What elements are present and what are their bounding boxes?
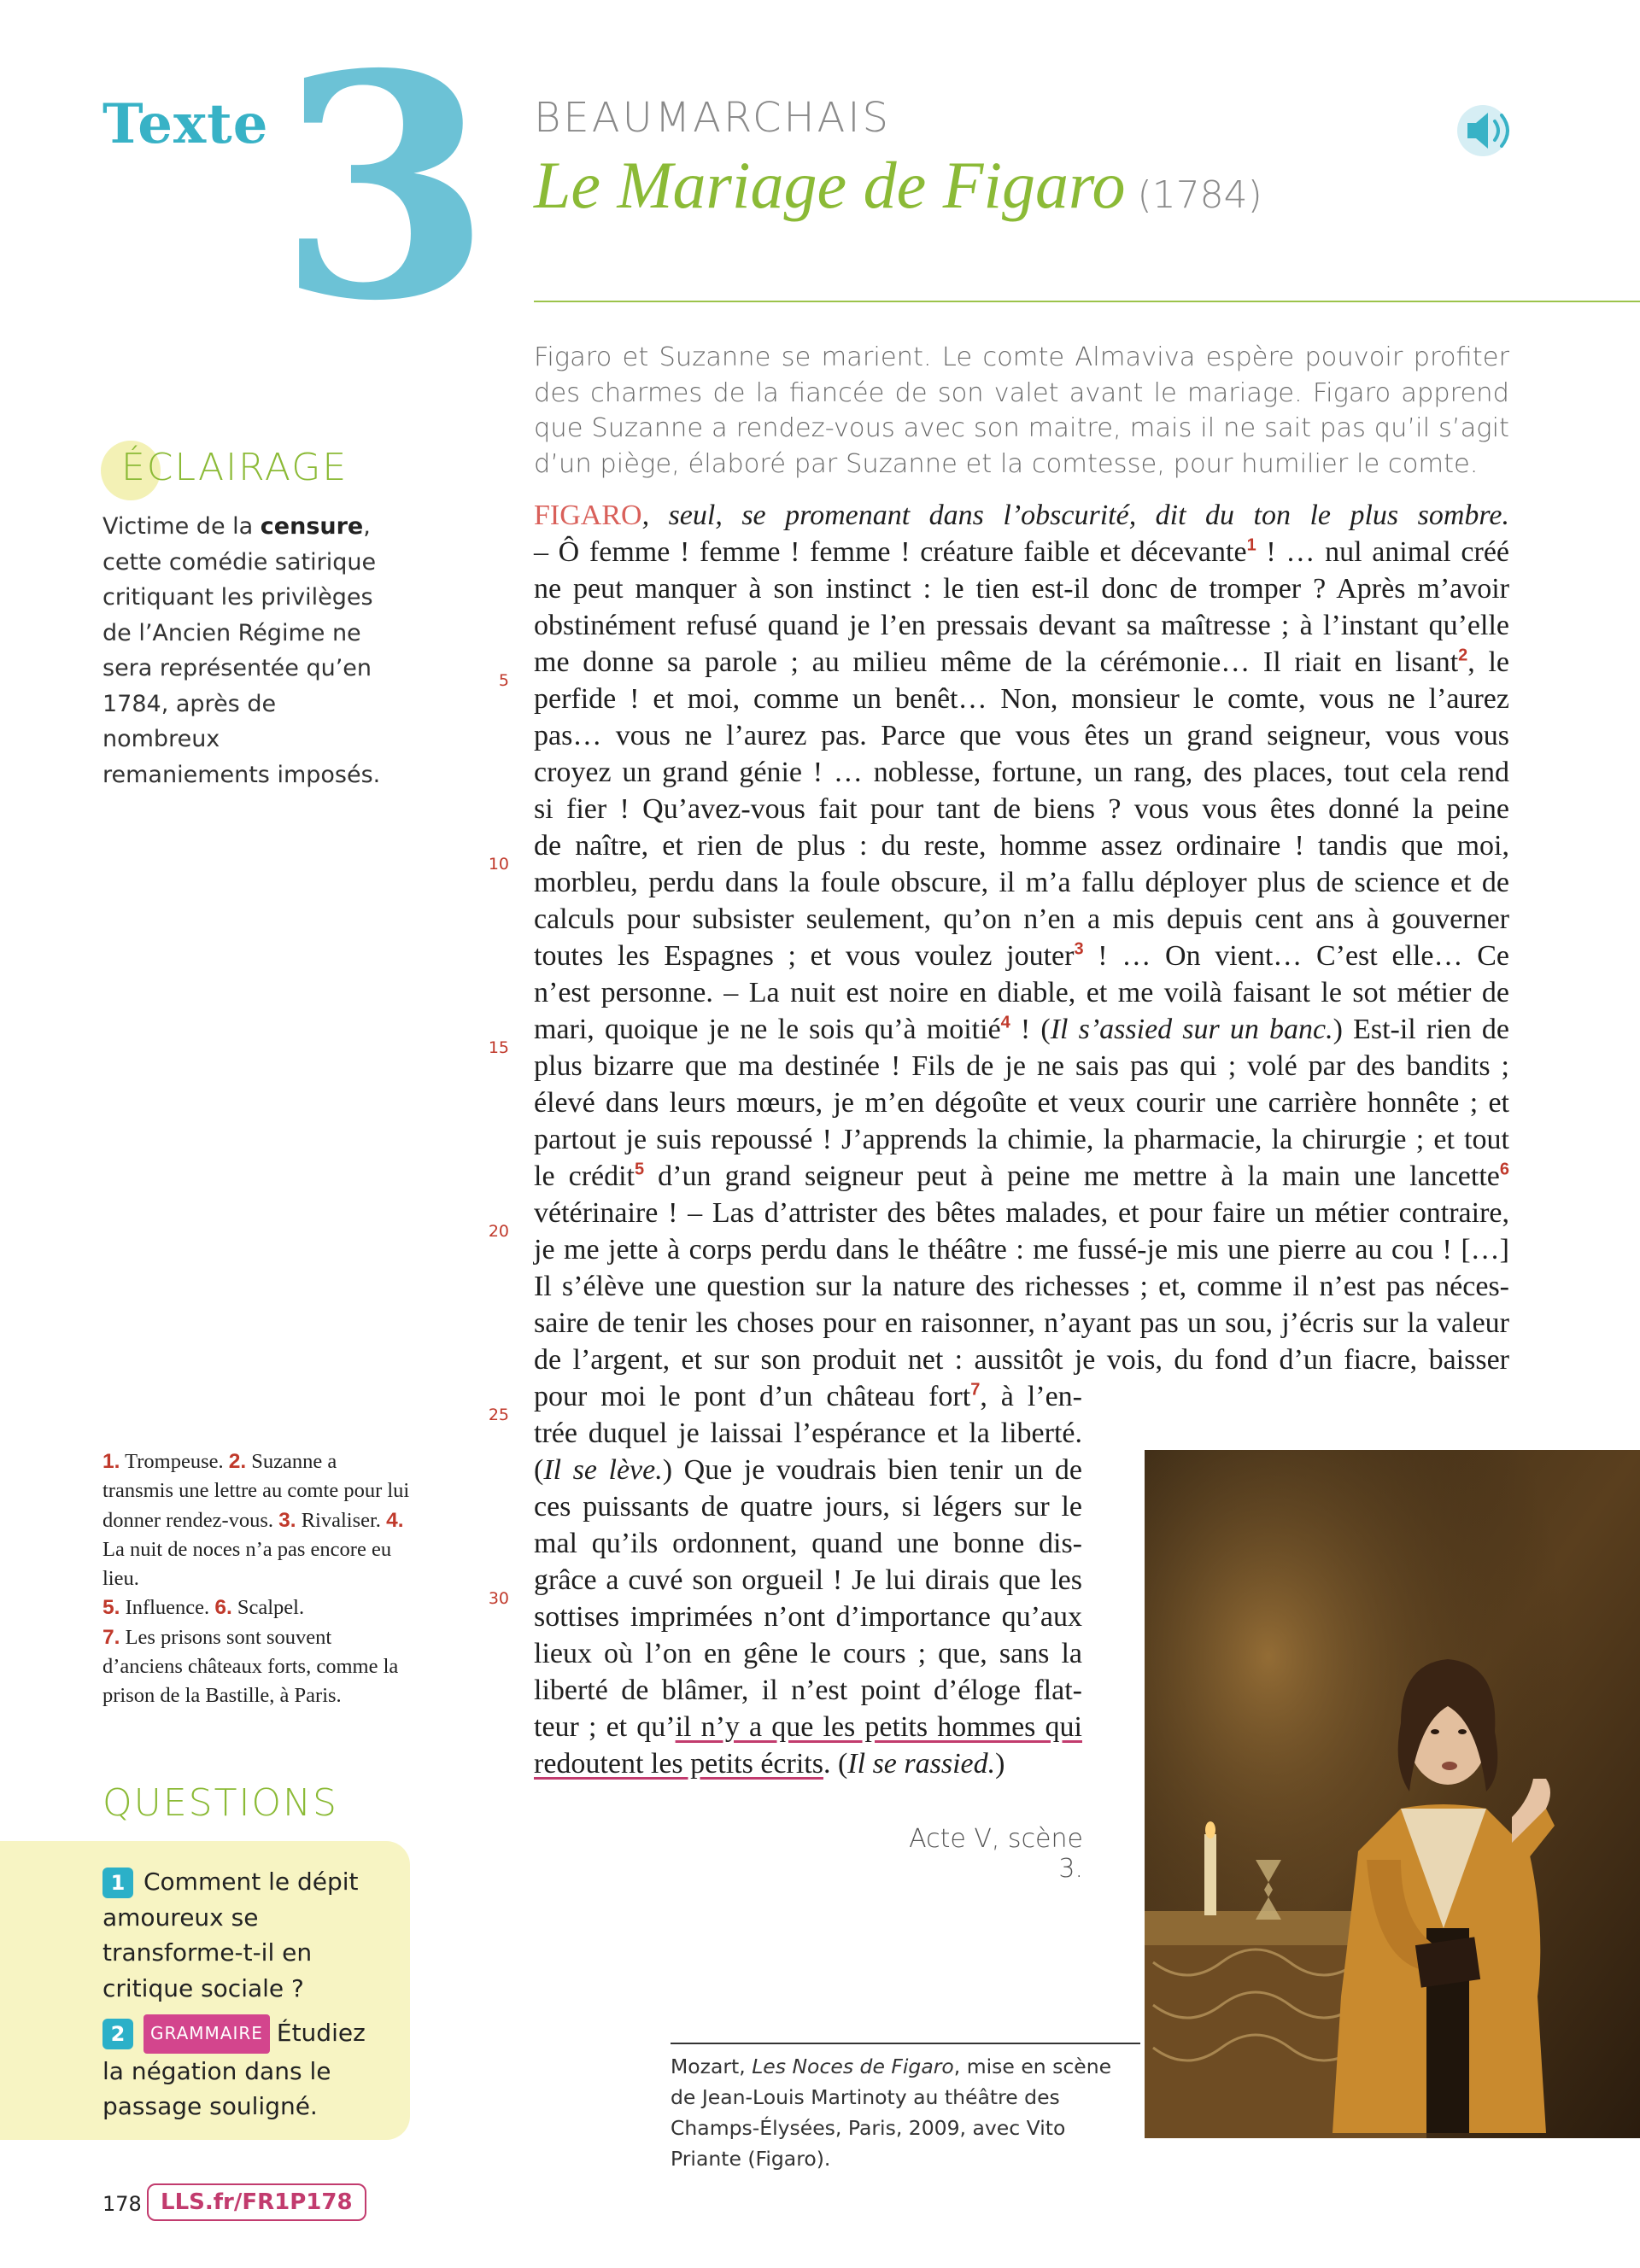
text-line: sottises imprimées n’ont d’importance qu’aux: [534, 1601, 1082, 1633]
text-line: perfide ! et moi, comme un benêt… Non, monsieur le comte, vous ne l’aurez: [534, 683, 1509, 715]
footnote-text: La nuit de noces n’a pas encore eu lieu.: [102, 1537, 392, 1591]
question-text: Étudiez la négation dans le passage souligné.: [102, 2018, 366, 2120]
stage-photo: [1145, 1450, 1640, 2138]
line-number: 5: [498, 671, 509, 690]
text-line: teur ; et qu’il n’y a que les petits hommes qui: [534, 1711, 1082, 1743]
questions-heading: QUESTIONS: [102, 1781, 338, 1825]
text-line: de naître, et rien de plus : du reste, homme assez ordinaire ! tandis que moi,: [534, 830, 1509, 862]
intro-summary: Figaro et Suzanne se marient. Le comte Almaviva espère pouvoir profiter des charmes de la fiancée de son valet avant le mariage. Figaro apprend que Suzanne a rendez-vous avec son maitre, mais il ne sait pas qu’il s’agit d’un piège, élaboré par Suzanne et la comtesse, pour humilier le comte.: [534, 342, 1509, 479]
footnote-ref: 5: [635, 1160, 645, 1179]
footnotes: [102, 1447, 410, 1711]
question-1: [102, 1864, 384, 2006]
text-line: lieux où l’on en gêne le cours ; que, sans la: [534, 1638, 1082, 1669]
speaker-name: FIGARO: [534, 500, 642, 531]
footnote-number: 4.: [386, 1508, 404, 1532]
text-line: – Ô femme ! femme ! femme ! créature faible et décevante$^1$ ! … nul animal créé: [534, 535, 1510, 568]
line-number: 15: [488, 1038, 509, 1057]
footnote-number: 1.: [102, 1450, 120, 1473]
stage-heading: [534, 497, 1509, 534]
texte-number: 3: [278, 7, 492, 368]
work-year: (1784): [1137, 173, 1262, 217]
footnote-number: 3.: [278, 1508, 296, 1532]
work-title: Le Mariage de Figaro: [534, 148, 1126, 222]
footnote-number: 6.: [214, 1596, 232, 1620]
text-line: vétérinaire ! – Las d’attrister des bêtes malades, et pour faire un métier contraire,: [534, 1197, 1509, 1229]
footnote-number: 5.: [102, 1596, 120, 1620]
author-name: BEAUMARCHAIS: [534, 94, 892, 142]
eclairage-heading: ÉCLAIRAGE: [121, 446, 348, 489]
footnote-ref: 4: [1000, 1013, 1010, 1032]
eclairage-text: Victime de la censure, cette comédie satirique critiquant les privilèges de l’Ancien Régime ne sera représentée qu’en 1784, après de nombreux remaniements imposés.: [102, 513, 381, 788]
text-line: partout je suis repoussé ! J’apprends la chimie, la pharmacie, la chirurgie ; et tout: [534, 1124, 1509, 1155]
footnote-text: Les prisons sont souvent d’anciens châteaux forts, comme la prison de la Bastille, à Paris.: [102, 1625, 399, 1708]
line-number: 25: [488, 1406, 509, 1424]
line-number: 30: [488, 1589, 509, 1608]
question-text: Comment le dépit amoureux se transforme-t-il en critique sociale ?: [102, 1868, 359, 2002]
text-line: me donne sa parole ; au milieu même de la cérémonie… Il riait en lisant$^2$, le: [534, 646, 1509, 678]
footnote-ref: 2: [1458, 646, 1468, 665]
text-line: calculs pour subsister seulement, qu’on n’en a mis depuis cent ans à gouverner: [534, 903, 1509, 935]
text-line: trée duquel je laissai l’espérance et la liberté.: [534, 1418, 1082, 1449]
text-line: pas… vous ne l’aurez pas. Parce que vous êtes un grand seigneur, vous vous: [534, 720, 1509, 751]
censure-keyword: censure: [260, 513, 364, 540]
text-line: Il s’élève une question sur la nature des richesses ; et, comme il n’est pas néces-: [534, 1271, 1509, 1302]
caption-divider: [671, 2043, 1140, 2044]
text-line: redoutent les petits écrits. (Il se rassied.): [534, 1748, 1005, 1780]
text-line: liberté de blâmer, il n’est point d’éloge flat-: [534, 1675, 1082, 1706]
header-divider: [534, 301, 1640, 302]
text-line: toutes les Espagnes ; et vous voulez jouter$^3$ ! … On vient… C’est elle… Ce: [534, 939, 1509, 972]
footnote-text: Suzanne a transmis une lettre au comte pour lui donner rendez-vous.: [102, 1450, 410, 1532]
underlined-passage: redoutent les petits écrits: [534, 1748, 823, 1780]
text-line: mal qu’ils ordonnent, quand une bonne dis-: [534, 1528, 1082, 1559]
question-number-badge: 2: [102, 2019, 133, 2049]
text-line: mari, quoique je ne le sois qu’à moitié$^4$ ! (Il s’assied sur un banc.) Est-il rien de: [534, 1013, 1509, 1045]
question-number-badge: 1: [102, 1868, 133, 1898]
work-title-row: [534, 147, 1262, 224]
footnote-ref: 6: [1499, 1160, 1509, 1179]
footnote-text: Rivaliser.: [296, 1508, 387, 1532]
question-2: [102, 2014, 393, 2125]
footnote-ref: 3: [1074, 939, 1084, 959]
underlined-passage: il n’y a que les petits hommes qui: [675, 1711, 1082, 1743]
footnote-number: 2.: [228, 1450, 247, 1473]
text-line: le crédit$^5$ d’un grand seigneur peut à peine me mettre à la main une lancette$^6$: [534, 1160, 1509, 1192]
footnote-ref: 1: [1246, 535, 1256, 555]
text-line: pour moi le pont d’un château fort$^7$, à l’en-: [534, 1380, 1083, 1412]
act-scene-reference: Acte V, scène 3.: [909, 1824, 1083, 1884]
text-line: croyez un grand génie ! … noblesse, fortune, un rang, des places, tout cela rend: [534, 757, 1509, 788]
text-line: plus bizarre que ma destinée ! Fils de je ne sais pas qui ; volé par des bandits ;: [534, 1050, 1509, 1082]
footnote-text: Scalpel.: [231, 1596, 305, 1620]
footnote-text: Trompeuse.: [120, 1450, 229, 1473]
text-line: élevé dans leurs mœurs, je m’en dégoûte et veux courir une carrière honnête ; et: [534, 1087, 1509, 1119]
grammaire-tag: GRAMMAIRE: [144, 2014, 270, 2054]
text-line: de l’argent, et sur son produit net : aussitôt je vois, du fond d’un fiacre, baisser: [534, 1344, 1509, 1376]
stage-direction: , seul, se promenant dans l’obscurité, dit du ton le plus sombre.: [641, 500, 1509, 531]
text-line: grâce a cuvé son orgueil ! Je lui dirais que les: [534, 1564, 1082, 1596]
text-line: saire de tenir les choses pour en raisonner, n’ayant pas un sou, j’écris sur la valeur: [534, 1307, 1509, 1339]
footnote-text: Influence.: [120, 1596, 215, 1620]
text-line: n’est personne. – La nuit est noire en diable, et me voilà faisant le sot métier de: [534, 977, 1509, 1008]
line-number: 20: [488, 1222, 509, 1241]
photo-caption: Mozart, Les Noces de Figaro, mise en scène de Jean-Louis Martinoty au théâtre des Champs-Élysées, Paris, 2009, avec Vito Priante (Figaro).: [671, 2055, 1112, 2171]
text-line: si fier ! Qu’avez-vous fait pour tant de biens ? vous vous êtes donné la peine: [534, 793, 1509, 825]
text-line: obstinément refusé quand je l’en pressais devant sa maîtresse ; à l’instant qu’elle: [534, 610, 1509, 641]
text-line: ne peut manquer à son instinct : le tien est-il donc de tromper ? Après m’avoir: [534, 573, 1509, 605]
text-line: je me jette à corps perdu dans le théâtre : me fussé-je mis une pierre au cou ! […]: [534, 1234, 1509, 1266]
text-line: ces puissants de quatre jours, si légers sur le: [534, 1491, 1082, 1523]
text-line: (Il se lève.) Que je voudrais bien tenir un de: [534, 1454, 1083, 1486]
online-resource-link[interactable]: LLS.fr/FR1P178: [147, 2183, 366, 2221]
texte-label: Texte: [102, 92, 269, 156]
audio-speaker-icon[interactable]: [1452, 101, 1529, 161]
footnote-ref: 7: [970, 1380, 981, 1400]
text-line: morbleu, perdu dans la foule obscure, il m’a fallu déployer plus de science et de: [534, 867, 1509, 898]
line-number: 10: [488, 855, 509, 874]
footnote-number: 7.: [102, 1625, 120, 1649]
page-number: 178: [102, 2192, 142, 2216]
